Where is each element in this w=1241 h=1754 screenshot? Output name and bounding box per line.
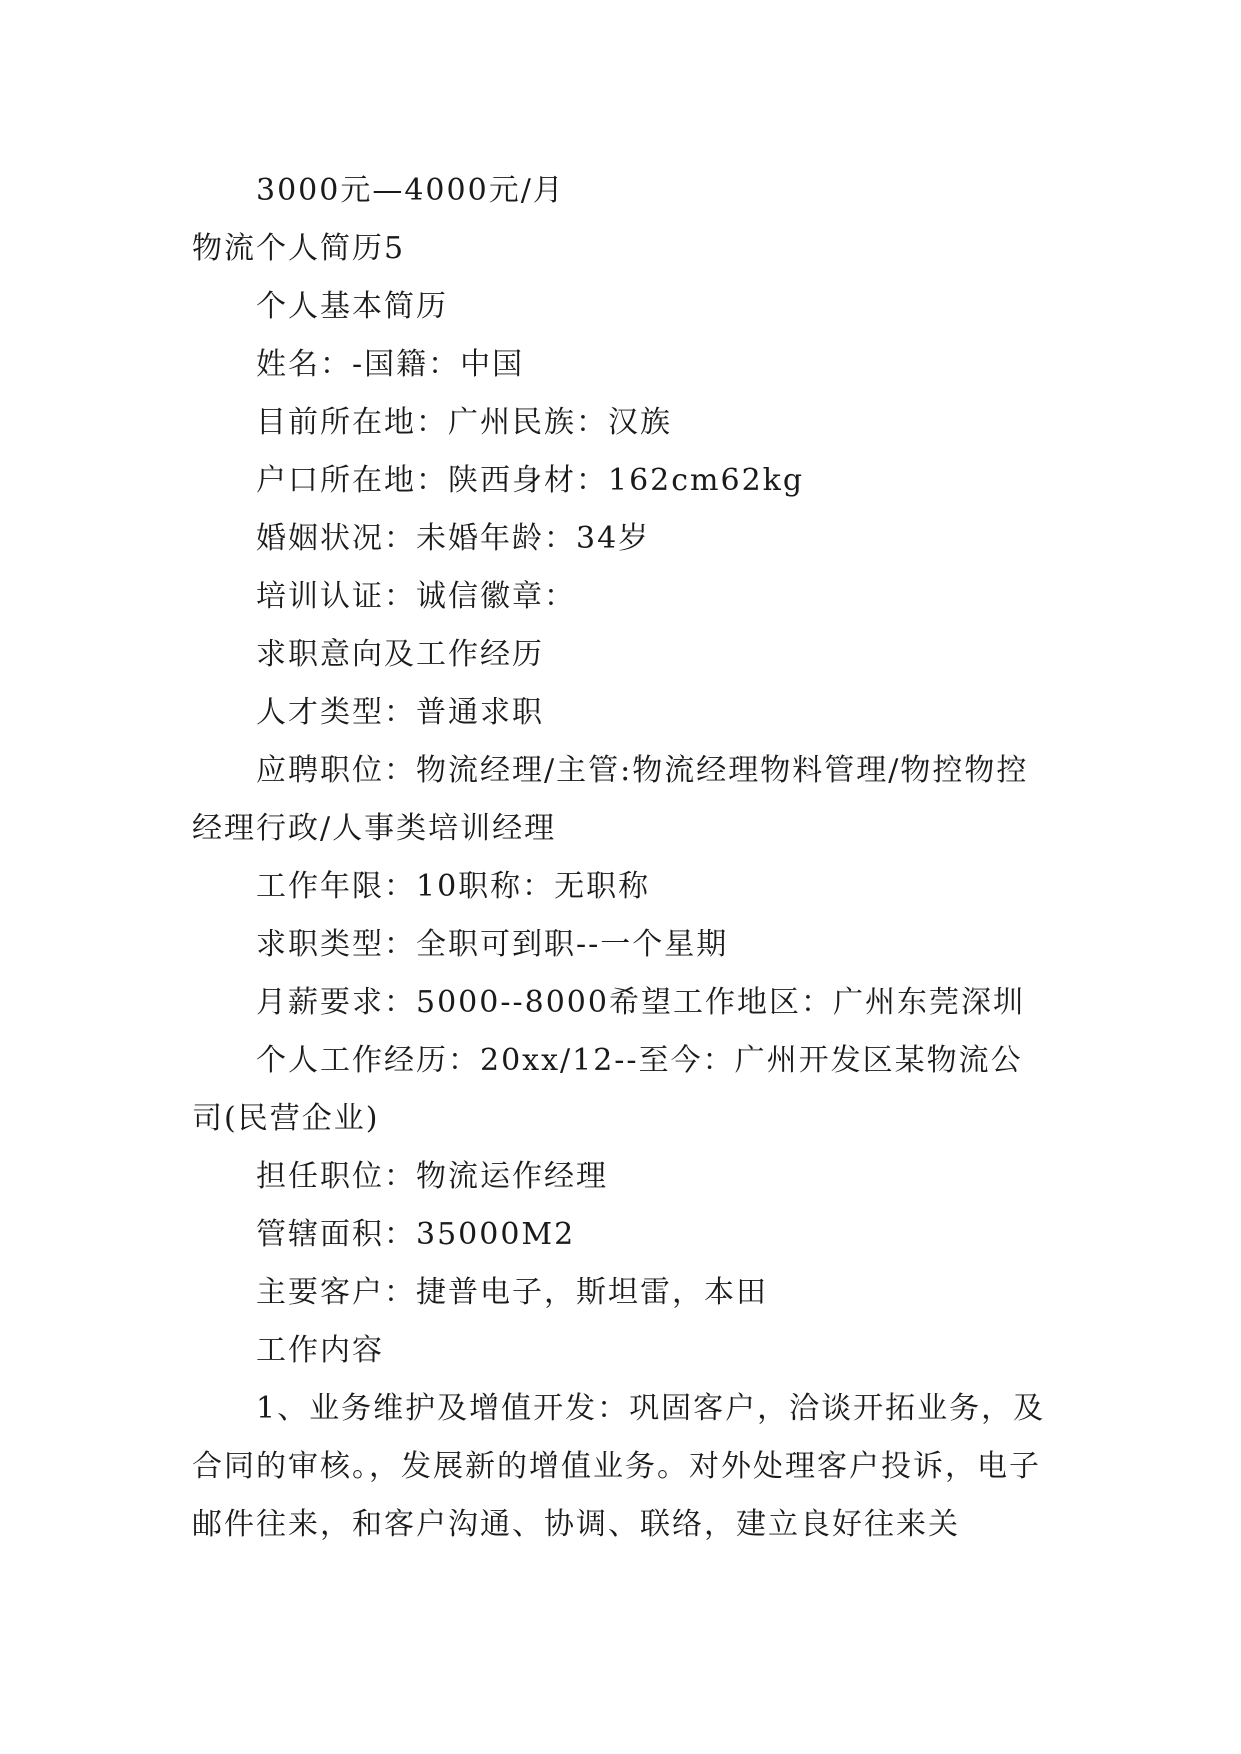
work-content-heading: 工作内容 bbox=[256, 1333, 384, 1368]
basic-resume-heading: 个人基本简历 bbox=[256, 289, 448, 324]
work-years-title-line: 工作年限：10职称：无职称 bbox=[256, 869, 651, 904]
hukou-physique-line: 户口所在地：陕西身材：162cm62kg bbox=[256, 463, 805, 498]
salary-range-line: 3000元—4000元/月 bbox=[256, 173, 565, 208]
main-clients-line: 主要客户：捷普电子，斯坦雷，本田 bbox=[256, 1275, 768, 1310]
document-body bbox=[192, 162, 1052, 1554]
location-ethnicity-line: 目前所在地：广州民族：汉族 bbox=[256, 405, 672, 440]
section-title: 物流个人简历5 bbox=[192, 231, 406, 266]
certification-line: 培训认证：诚信徽章： bbox=[256, 579, 576, 614]
talent-type-line: 人才类型：普通求职 bbox=[256, 695, 544, 730]
work-content-paragraph: 1、业务维护及增值开发：巩固客户，洽谈开拓业务，及合同的审核。，发展新的增值业务。对外处理客户投诉，电子邮件往来，和客户沟通、协调、联络，建立良好往来关 bbox=[192, 1391, 1046, 1542]
work-history-paragraph: 个人工作经历：20xx/12--至今：广州开发区某物流公司(民营企业) bbox=[192, 1043, 1023, 1136]
name-nationality-line: 姓名：-国籍：中国 bbox=[256, 347, 525, 382]
job-type-line: 求职类型：全职可到职--一个星期 bbox=[256, 927, 729, 962]
managed-area-line: 管辖面积：35000M2 bbox=[256, 1217, 576, 1252]
salary-region-line: 月薪要求：5000--8000希望工作地区：广州东莞深圳 bbox=[256, 985, 1025, 1020]
applied-position-paragraph: 应聘职位：物流经理/主管:物流经理物料管理/物控物控经理行政/人事类培训经理 bbox=[192, 753, 1029, 846]
marital-age-line: 婚姻状况：未婚年龄：34岁 bbox=[256, 521, 651, 556]
position-held-line: 担任职位：物流运作经理 bbox=[256, 1159, 608, 1194]
job-intent-heading: 求职意向及工作经历 bbox=[256, 637, 544, 672]
